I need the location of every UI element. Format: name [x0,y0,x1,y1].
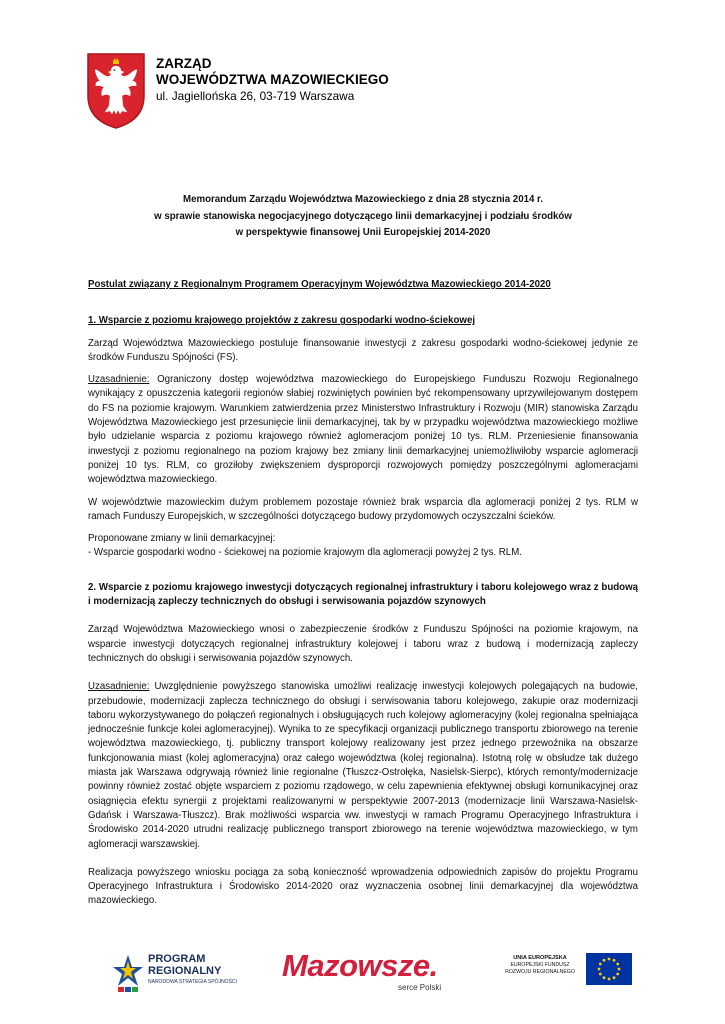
eu-line2: EUROPEJSKI FUNDUSZ [510,962,570,968]
section2-paragraph2 [88,680,638,852]
section1-paragraph3: W województwie mazowieckim dużym problemem pozostaje również brak wsparcia dla aglomeracji poniżej 2 tys. RLM w ramach Funduszy Europejskich, w szczególności dotyczącego budowy przydomowych oczyszczalni ścieków. [88,496,638,522]
section1-heading: 1. Wsparcie z poziomu krajowego projektów z zakresu gospodarki wodno-ściekowej [88,315,476,327]
document-body [88,278,638,909]
program-regionalny-star-icon [112,953,144,993]
eu-line1: UNIA EUROPEJSKA [513,955,567,961]
section1-proposed-item: - Wsparcie gospodarki wodno - ściekowej na poziomie krajowym dla aglomeracji powyżej 2 tys. RLM. [88,547,522,559]
mazovia-eagle-crest-icon [86,52,146,130]
section1-paragraph2 [88,373,638,487]
program-line1: PROGRAM [148,953,206,965]
section1-justification-label: Uzasadnienie: [88,374,150,386]
section1-paragraph1: Zarząd Województwa Mazowieckiego postuluje finansowanie inwestycji z zakresu gospodarki wodno-ściekowej jedynie ze środków Funduszu Spójności (FS). [88,337,638,363]
title-line2: w sprawie stanowiska negocjacyjnego dotyczącego linii demarkacyjnej i podziału środków [154,210,572,222]
org-name-line2: WOJEWÓDZTWA MAZOWIECKIEGO [156,72,389,87]
title-line3: w perspektywie finansowej Unii Europejskiej 2014-2020 [235,227,491,238]
org-name-line1: ZARZĄD [156,56,212,71]
eu-flag-icon [586,953,632,985]
eu-text-block [500,955,580,976]
mazowsze-tagline: serce Polski [398,983,442,992]
eu-line3: ROZWOJU REGIONALNEGO [505,969,575,975]
program-line3: NARODOWA STRATEGIA SPÓJNOŚCI [148,979,237,985]
org-address: ul. Jagiellońska 26, 03-719 Warszawa [156,89,355,103]
program-line2: REGIONALNY [148,965,222,977]
footer-logos [0,945,725,1005]
section2-heading: 2. Wsparcie z poziomu krajowego inwestycji dotyczących regionalnej infrastruktury i taboru kolejowego wraz z budową i modernizacją zapleczy technicznych do obsługi i serwisowania pojazdów szynowych [88,581,638,608]
organization-block [156,56,389,104]
letterhead [86,52,606,132]
section1-justification-text: Ograniczony dostęp województwa mazowieckiego do Europejskiego Funduszu Rozwoju Regionalnego wynikający z opuszczenia kategorii regionów słabiej rozwiniętych powinien być rekompensowany uprzywilejowanym dostępem do FS na poziomie krajowym. Warunkiem zatwierdzenia przez Ministerstwo Infrastruktury i Rozwoju (MIR) stanowiska Zarządu Województwa Mazowieckiego jest przesunięcie linii demarkacyjnej, tak by w przypadku województwa mazowieckiego możliwe było udzielanie wsparcia z poziomu krajowego również aglomeracjom poniżej 10 tys. RLM. Przeniesienie finansowania inwestycji z poziomu regionalnego na poziom krajowy bez zmiany linii demarkacyjnej uniemożliwiłoby wsparcie aglomeracji poniżej 10 tys. RLM, co groziłoby zwiększeniem dysproporcji rozwojowych pomiędzy poszczególnymi aglomeracjami województwa mazowieckiego. [88,374,638,486]
section2-justification-text: Uwzględnienie powyższego stanowiska umożliwi realizację inwestycji kolejowych polegających na budowie, przebudowie, modernizacji zaplecza technicznego do obsługi i serwisowania taboru kolejowego, zakupie oraz modernizacji taboru wykorzystywanego do połączeń regionalnych i obsługujących ruch kolejowy aglomeracyjny (kolej regionalna spełniająca jednocześnie funkcje kolei aglomeracyjnej). Wynika to ze specyfikacji organizacji publicznego transportu zbiorowego na terenie województwa mazowieckiego, tj. publiczny transport kolejowy realizowany jest przez jednego przewoźnika na obszarze funkcjonowania miast (kolej aglomeracyjna) oraz całego województwa (kolej regionalna). Istotną rolę w obsłudze tak dużego miasta jak Warszawa odgrywają również linie regionalne (Tłuszcz-Ostrołęka, Nasielsk-Sierpc), których remonty/modernizacje powinny również zostać objęte wsparciem z poziomu rządowego, w celu zapewnienia efektywnej obsługi komunikacyjnej oraz osiągnięcia efektu synergii z projektami realizowanymi w perspektywie 2007-2013 (modernizacje linii Warszawa-Nasielsk-Gdańsk i Warszawa-Tłuszcz). Brak możliwości wsparcia ww. inwestycji w ramach Programu Operacyjnego Infrastruktura i Środowisko 2014-2020 utrudni realizację publicznego transport zbiorowego na terenie województwa mazowieckiego, w tym aglomeracji warszawskiej. [88,681,638,850]
title-line1: Memorandum Zarządu Województwa Mazowieckiego z dnia 28 stycznia 2014 r. [183,194,543,205]
section2-paragraph1: Zarząd Województwa Mazowieckiego wnosi o zabezpieczenie środków z Funduszu Spójności na poziomie krajowym, na wsparcie inwestycji dotyczących regionalnej infrastruktury kolejowej i taboru wraz z budową i modernizacją zapleczy technicznych do obsługi i serwisowania pojazdów szynowych. [88,624,638,664]
section2-paragraph3: Realizacja powyższego wniosku pociąga za sobą konieczność wprowadzenia odpowiednich zapisów do projektu Programu Operacyjnego Infrastruktura i Środowisko 2014-2020 oraz wyznaczenia osobnej linii demarkacyjnej dla województwa mazowieckiego. [88,866,638,907]
mazowsze-logo [282,949,464,999]
program-regionalny-logo [112,951,262,997]
section1-proposed-label: Proponowane zmiany w linii demarkacyjnej: [88,533,276,545]
section2-justification-label: Uzasadnienie: [88,681,150,693]
eu-logo [500,953,634,993]
document-title [88,192,638,242]
postulat-heading: Postulat związany z Regionalnym Programem Operacyjnym Województwa Mazowieckiego 2014-2020 [88,279,551,290]
mazowsze-wordmark: Mazowsze. [282,948,438,983]
